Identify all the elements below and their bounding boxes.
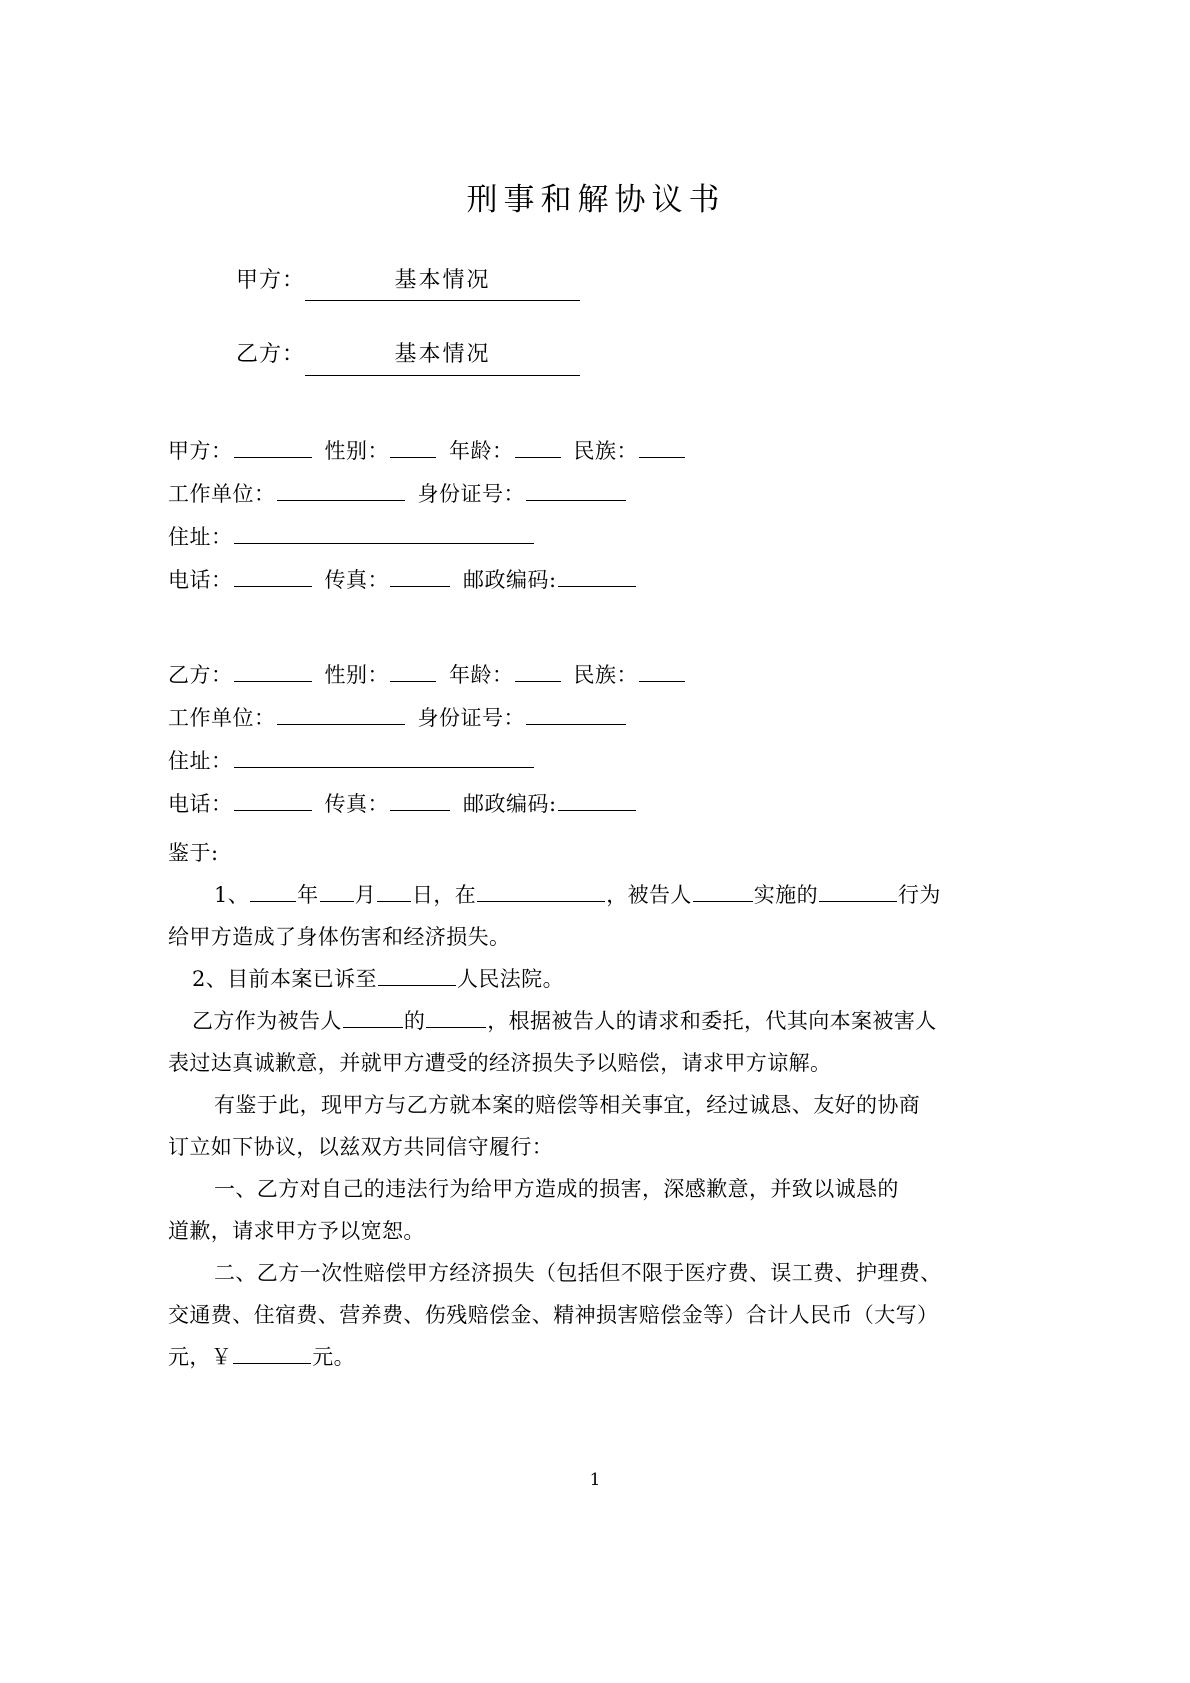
recital-day-label: 日，在 — [411, 882, 477, 907]
recital-defendant-blank[interactable] — [693, 879, 753, 902]
party-a-header-field — [168, 263, 1024, 301]
party-a-identity-line — [168, 430, 1024, 473]
party-a-name-label: 甲方： — [168, 438, 233, 463]
party-a-detail-block — [168, 430, 1024, 602]
party-b-gender-label: 性别： — [324, 662, 389, 687]
amount-blank[interactable] — [233, 1341, 311, 1364]
party-b-fax-label: 传真： — [324, 791, 389, 816]
party-b-age-blank[interactable] — [515, 659, 561, 682]
recital-item-3 — [168, 1000, 1024, 1042]
amount-prefix-label: 元，￥ — [168, 1344, 233, 1369]
party-b-id-label: 身份证号： — [417, 705, 525, 730]
recital-relation-label: 的 — [403, 1008, 426, 1033]
party-b-detail-block — [168, 654, 1024, 826]
party-b-workunit-label: 工作单位： — [168, 705, 276, 730]
recital-court-label: 人民法院。 — [456, 966, 564, 991]
party-a-workunit-line — [168, 473, 1024, 516]
party-a-address-blank[interactable] — [234, 521, 534, 544]
recital-item-3-rest: ，根据被告人的请求和委托，代其向本案被害人 — [487, 1008, 937, 1033]
party-a-fax-label: 传真： — [324, 567, 389, 592]
agreement-clause-2-line-2: 交通费、住宿费、营养费、伤残赔偿金、精神损害赔偿金等）合计人民币（大写） — [168, 1302, 939, 1327]
recital-conduct-blank[interactable] — [819, 879, 897, 902]
recital-heading: 鉴于: — [168, 840, 219, 865]
recital-court-blank[interactable] — [378, 963, 456, 986]
recital-defendant-label: ，被告人 — [606, 882, 692, 907]
recital-item-2 — [168, 958, 1024, 1000]
party-b-ethnicity-label: 民族： — [573, 662, 638, 687]
party-b-workunit-blank[interactable] — [277, 702, 405, 725]
party-a-workunit-blank[interactable] — [277, 478, 405, 501]
recital-place-blank[interactable] — [477, 879, 605, 902]
party-b-postcode-blank[interactable] — [558, 788, 636, 811]
recital-behavior-label: 行为 — [898, 882, 941, 907]
party-a-age-blank[interactable] — [515, 435, 561, 458]
recital-item-3-text: 乙方作为被告人 — [192, 1008, 342, 1033]
page-number: 1 — [589, 1470, 601, 1490]
party-a-ethnicity-blank[interactable] — [639, 435, 685, 458]
document-content — [168, 0, 1024, 1378]
recital-year-blank[interactable] — [250, 879, 296, 902]
party-a-header-value[interactable]: 基本情况 — [305, 263, 580, 301]
recital-day-blank[interactable] — [377, 879, 411, 902]
recital-relation-blank-1[interactable] — [343, 1005, 403, 1028]
party-a-ethnicity-label: 民族： — [573, 438, 638, 463]
agreement-preamble-line-1: 有鉴于此，现甲方与乙方就本案的赔偿等相关事宜，经过诚恳、友好的协商 — [214, 1092, 921, 1117]
party-a-postcode-blank[interactable] — [558, 564, 636, 587]
party-a-workunit-label: 工作单位： — [168, 481, 276, 506]
party-b-address-label: 住址： — [168, 748, 233, 773]
party-a-fax-blank[interactable] — [390, 564, 450, 587]
party-a-header-label: 甲方： — [236, 268, 306, 294]
party-a-age-label: 年龄： — [449, 438, 514, 463]
recital-item-1-number: 1、 — [214, 882, 250, 907]
party-b-phone-blank[interactable] — [234, 788, 312, 811]
recital-conduct-label: 实施的 — [753, 882, 818, 907]
party-a-contact-line — [168, 559, 1024, 602]
party-b-contact-line — [168, 783, 1024, 826]
page-title: 刑事和解协议书 — [466, 182, 726, 218]
recital-item-1 — [168, 874, 1024, 916]
party-a-id-blank[interactable] — [526, 478, 626, 501]
agreement-clause-2-line-1: 二、乙方一次性赔偿甲方经济损失（包括但不限于医疗费、误工费、护理费、 — [214, 1260, 942, 1285]
party-b-identity-line — [168, 654, 1024, 697]
party-b-header-value[interactable]: 基本情况 — [305, 337, 580, 375]
party-b-header-label: 乙方： — [236, 342, 306, 368]
party-b-address-blank[interactable] — [234, 745, 534, 768]
recital-item-2-text: 2、目前本案已诉至 — [192, 966, 377, 991]
party-b-name-label: 乙方： — [168, 662, 233, 687]
recital-relation-blank-2[interactable] — [426, 1005, 486, 1028]
agreement-clause-1-line-1: 一、乙方对自己的违法行为给甲方造成的损害，深感歉意，并致以诚恳的 — [214, 1176, 899, 1201]
recital-month-label: 月 — [354, 882, 376, 907]
amount-suffix-label: 元。 — [312, 1344, 356, 1369]
agreement-clause-1-line-2: 道歉，请求甲方予以宽恕。 — [168, 1218, 425, 1243]
party-b-workunit-line — [168, 697, 1024, 740]
party-a-postcode-label: 邮政编码: — [463, 567, 557, 592]
recital-item-1-continued: 给甲方造成了身体伤害和经济损失。 — [168, 924, 511, 949]
party-b-address-line — [168, 740, 1024, 783]
party-a-phone-blank[interactable] — [234, 564, 312, 587]
recital-month-blank[interactable] — [320, 879, 354, 902]
party-a-address-line — [168, 516, 1024, 559]
agreement-clause-2-line-3 — [168, 1336, 1024, 1378]
party-a-name-blank[interactable] — [234, 435, 312, 458]
party-a-phone-label: 电话： — [168, 567, 233, 592]
recital-item-3-continued: 表过达真诚歉意，并就甲方遭受的经济损失予以赔偿，请求甲方谅解。 — [168, 1050, 832, 1075]
party-b-id-blank[interactable] — [526, 702, 626, 725]
party-a-gender-blank[interactable] — [390, 435, 436, 458]
party-b-fax-blank[interactable] — [390, 788, 450, 811]
party-b-gender-blank[interactable] — [390, 659, 436, 682]
party-b-name-blank[interactable] — [234, 659, 312, 682]
recital-year-label: 年 — [297, 882, 319, 907]
agreement-preamble-line-2: 订立如下协议，以兹双方共同信守履行： — [168, 1134, 554, 1159]
party-a-address-label: 住址： — [168, 524, 233, 549]
party-b-header-field — [168, 337, 1024, 375]
party-b-postcode-label: 邮政编码: — [463, 791, 557, 816]
party-b-ethnicity-blank[interactable] — [639, 659, 685, 682]
party-b-phone-label: 电话： — [168, 791, 233, 816]
party-a-id-label: 身份证号： — [417, 481, 525, 506]
party-b-age-label: 年龄： — [449, 662, 514, 687]
party-a-gender-label: 性别： — [324, 438, 389, 463]
